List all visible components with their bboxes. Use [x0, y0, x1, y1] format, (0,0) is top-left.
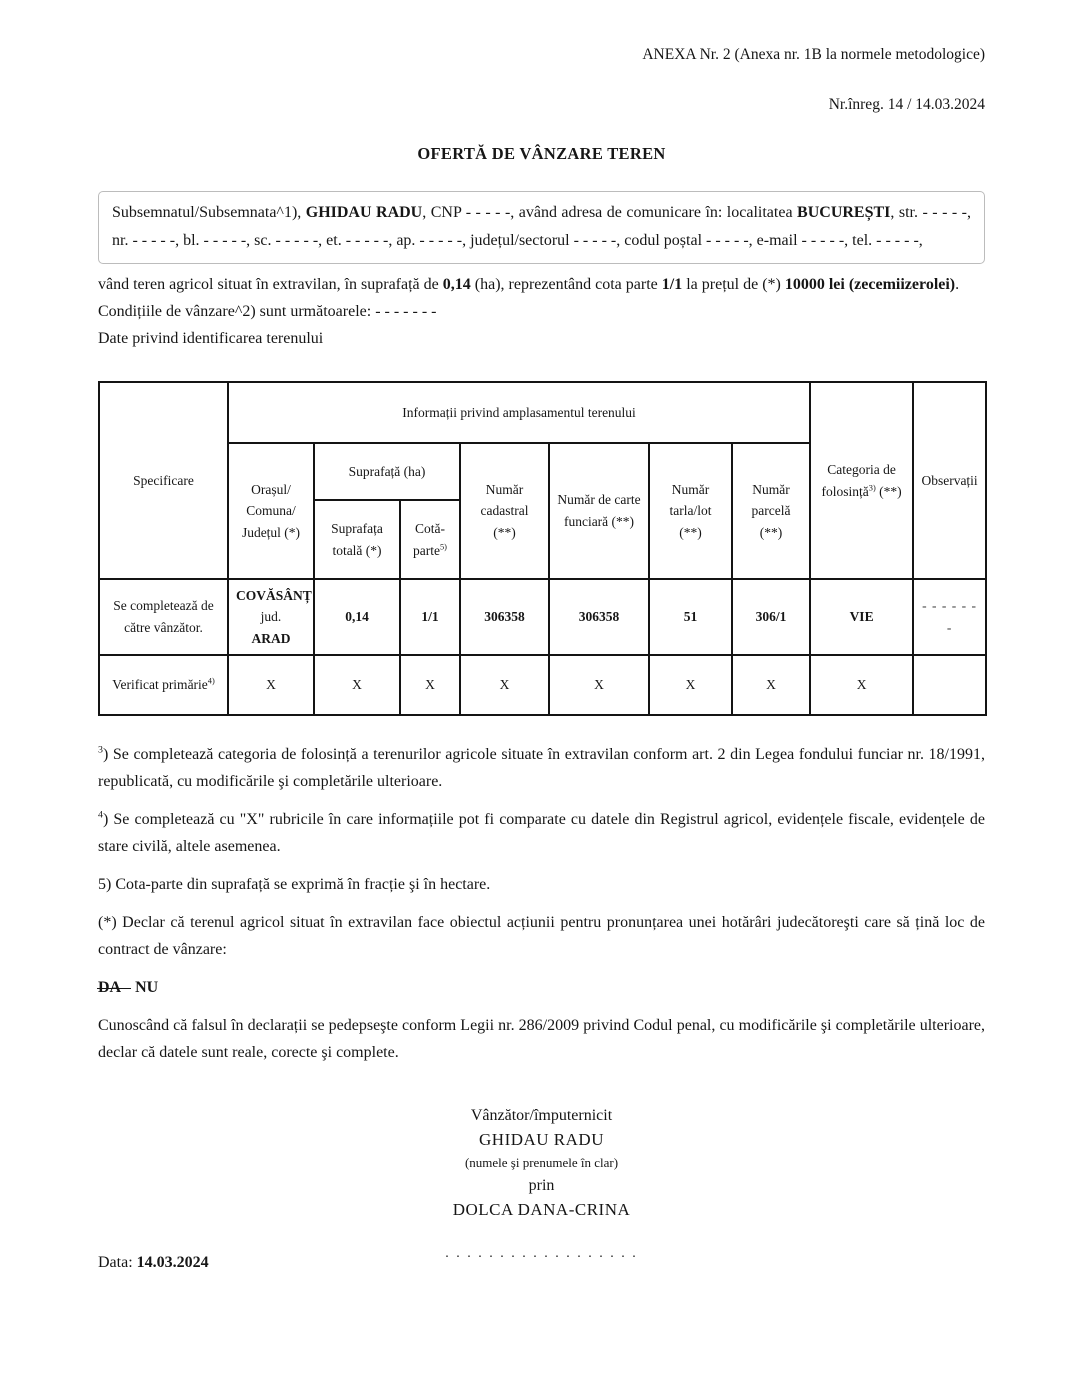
cell-categoria: VIE: [810, 579, 913, 655]
check-mark-cell: X: [228, 655, 314, 715]
row-label-verificat: [99, 655, 228, 715]
footnote-4-text: ) Se completează cu "X" rubricile în care informațiile pot fi comparate cu datele din Registrul agricol, evidențele fiscale, evidențele de stare civilă, altele asemenea.: [98, 811, 985, 855]
footnotes-section: [98, 741, 985, 1066]
jud-label: jud.: [260, 609, 282, 625]
locality-name: BUCUREȘTI: [797, 204, 891, 221]
signature-prin: prin: [528, 1177, 555, 1194]
price-value: 10000 lei: [784, 276, 845, 293]
col-header-numar-carte-funciara: Număr de carte funciară (**): [549, 443, 649, 579]
col-header-suprafata-totala: Suprafața totală (*): [314, 500, 400, 579]
price-in-words: (zecemiizerolei): [848, 276, 956, 293]
categoria-label: Categoria de folosință: [821, 461, 896, 499]
check-mark-cell: X: [649, 655, 732, 715]
cell-numar-parcela: 306/1: [732, 579, 810, 655]
col-header-cota-parte: [400, 500, 460, 579]
cell-locality: [228, 579, 314, 655]
da-nu-line: [98, 974, 985, 1001]
cell-observatii: - - - - - - -: [913, 579, 986, 655]
seller-name: GHIDAU RADU: [305, 204, 423, 221]
col-header-orasul: [228, 443, 314, 579]
nu-option: NU: [135, 979, 159, 996]
sale-segment: vând teren agricol situat în extravilan, în suprafață de: [98, 276, 443, 293]
footnote-3-text: ) Se completează categoria de folosință a terenurilor agricole situate în extravilan conform art. 2 din Legea fondului funciar nr. 18/1991, republicată, cu modificările şi completările ulterioare.: [98, 746, 985, 790]
col-header-info-amplasament: Informații privind amplasamentul terenului: [228, 382, 810, 443]
col-header-numar-tarla: Număr tarla/lot (**): [649, 443, 732, 579]
land-identification-table: [98, 381, 987, 716]
row-label-seller: Se completează de către vânzător.: [99, 579, 228, 655]
locality-value: COVĂSÂNȚ: [236, 587, 312, 603]
date-label: Data:: [98, 1254, 137, 1271]
table-row-seller: [99, 579, 986, 655]
share-value: 1/1: [661, 276, 683, 293]
date-line: [98, 1254, 209, 1272]
check-mark-cell: X: [460, 655, 549, 715]
col-header-categoria: [810, 382, 913, 579]
comuna-line: Comuna/: [246, 503, 296, 519]
registration-number: Nr.înreg. 14 / 14.03.2024: [828, 96, 985, 113]
signature-proxy-name: DOLCA DANA-CRINA: [452, 1200, 631, 1219]
orasul-line: Orașul/: [251, 481, 291, 497]
categoria-footnote-ref: 3): [868, 483, 876, 492]
cell-cota-parte: 1/1: [400, 579, 460, 655]
check-mark-cell: X: [732, 655, 810, 715]
signature-role: Vânzător/împuternicit: [470, 1107, 613, 1124]
footnote-3: [98, 741, 985, 795]
surface-value: 0,14: [442, 276, 471, 293]
cota-parte-footnote-ref: 5): [440, 542, 447, 551]
col-header-numar-cadastral: Număr cadastral (**): [460, 443, 549, 579]
sale-conditions-line: Condițiile de vânzare^2) sunt următoarele: - - - - - - -: [98, 303, 437, 320]
declarant-info-box: [98, 191, 985, 264]
table-row-verificat: [99, 655, 986, 715]
sale-segment: la prețul de (*): [682, 276, 785, 293]
cell-numar-carte-funciara: 306358: [549, 579, 649, 655]
signature-seller-name: GHIDAU RADU: [479, 1130, 604, 1149]
signature-hint: (numele şi prenumele în clar): [464, 1155, 619, 1170]
penal-declaration: Cunoscând că falsul în declarații se pedepseşte conform Legii nr. 286/2009 privind Codul penal, cu modificările şi completările ulterioare, declar că datele sunt reale, corecte şi complete.: [98, 1017, 985, 1061]
categoria-suffix: (**): [875, 483, 902, 499]
footnote-4: [98, 806, 985, 860]
date-value: 14.03.2024: [136, 1254, 209, 1271]
intro-segment: , str. - - - - -, nr. - - - - -, bl. - - - - -, sc. - - - - -, et. - - - - -, ap. - - - - -, județul/sectorul - - - - -, codul poștal - - - - -, e-mail - - - - -, tel. - - - - -,: [112, 204, 972, 249]
footnote-5: 5) Cota-parte din suprafață se exprimă în fracție şi în hectare.: [98, 876, 491, 893]
intro-segment: , CNP - - - - -, având adresa de comunicare în: localitatea: [422, 204, 798, 221]
check-mark-cell: X: [314, 655, 400, 715]
footnote-4-marker: 4: [98, 809, 103, 821]
cell-suprafata-totala: 0,14: [314, 579, 400, 655]
signature-dotted-line: . . . . . . . . . . . . . . . . . .: [445, 1246, 638, 1261]
anexa-reference: ANEXA Nr. 2 (Anexa nr. 1B la normele metodologice): [642, 46, 985, 63]
col-header-observatii: Observații: [913, 382, 986, 579]
check-mark-cell-empty: [913, 655, 986, 715]
intro-segment: Subsemnatul/Subsemnata^1),: [112, 204, 306, 221]
star-declaration: (*) Declar că terenul agricol situat în extravilan face obiectul acțiunii pentru pronunțarea unei hotărâri judecătoreşti care să țină loc de contract de vânzare:: [98, 914, 985, 958]
cell-numar-cadastral: 306358: [460, 579, 549, 655]
verificat-footnote-ref: 4): [207, 676, 215, 686]
col-header-numar-parcela: Număr parcelă (**): [732, 443, 810, 579]
sale-segment: (ha), reprezentând cota parte: [470, 276, 662, 293]
page-title: OFERTĂ DE VÂNZARE TEREN: [417, 144, 666, 163]
sale-segment: .: [955, 276, 960, 293]
verificat-label: Verificat primărie: [112, 677, 208, 693]
da-option-struck: DA: [98, 974, 121, 1001]
col-header-specificare: Specificare: [99, 382, 228, 579]
check-mark-cell: X: [810, 655, 913, 715]
sale-declaration-paragraph: [98, 271, 985, 298]
judetul-line: Județul (*): [241, 524, 301, 540]
footnote-3-marker: 3: [98, 744, 103, 756]
cell-numar-tarla: 51: [649, 579, 732, 655]
land-identification-heading: Date privind identificarea terenului: [98, 330, 324, 347]
cota-parte-label: Cotă-parte: [413, 520, 445, 558]
check-mark-cell: X: [400, 655, 460, 715]
check-mark-cell: X: [549, 655, 649, 715]
county-value: ARAD: [251, 630, 291, 646]
col-header-suprafata-ha: Suprafață (ha): [314, 443, 460, 500]
signature-block: [98, 1104, 985, 1262]
